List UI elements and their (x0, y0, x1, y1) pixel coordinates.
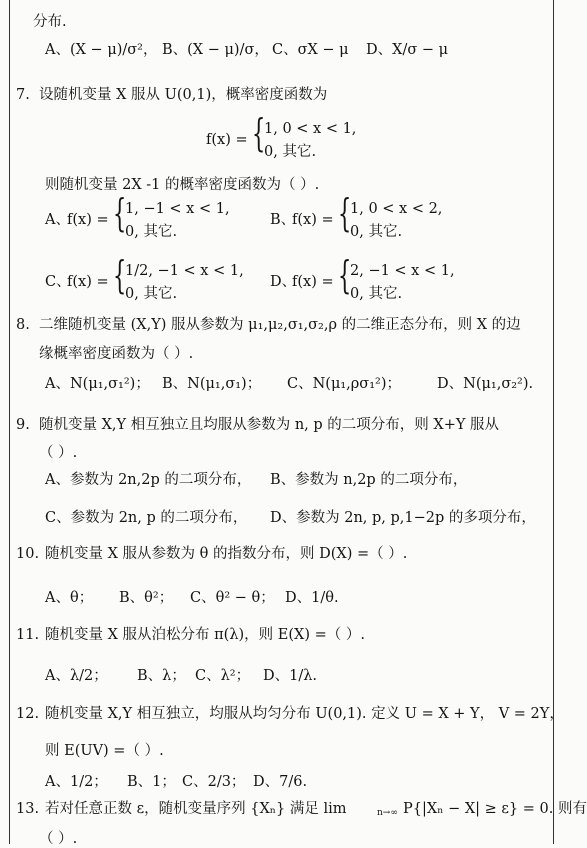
q8-option-c: C、N(μ₁,ρσ₁²)； (287, 376, 401, 392)
q12-option-d: D、7/6. (253, 774, 308, 790)
q13-number: 13. (16, 801, 40, 817)
q7-option-a-label: A、 (45, 212, 70, 228)
q7-option-b-case1: 1, 0 < x < 2, (350, 201, 443, 217)
q11-stem: 随机变量 X 服从泊松分布 π(λ)，则 E(X) =（ ）. (45, 627, 365, 643)
q8-option-b: B、N(μ₁,σ₁)； (162, 376, 262, 392)
q6-option-a: A、(X − μ)/σ²， (45, 42, 158, 58)
q7-option-d-lhs: f(x) = (292, 274, 334, 290)
q13-line1-continued: P{|Xₙ − X| ≥ ε} = 0. 则有 (403, 801, 587, 817)
q7-case2: 0, 其它. (264, 144, 317, 160)
q11-option-d: D、1/λ. (263, 668, 318, 684)
q8-option-a: A、N(μ₁,σ₁²)； (45, 376, 150, 392)
q8-number: 8. (16, 317, 30, 333)
q11-option-c: C、λ²； (195, 668, 251, 684)
q10-option-d: D、1/θ. (285, 590, 339, 606)
q7-sub-question: 则随机变量 2X -1 的概率密度函数为（ ）. (45, 177, 320, 193)
q7-option-a-brace: { (113, 191, 127, 235)
q7-option-b-label: B、 (270, 212, 296, 228)
q7-option-d-label: D、 (270, 274, 297, 290)
q7-option-c-case1: 1/2, −1 < x < 1, (125, 263, 244, 279)
q7-option-c-lhs: f(x) = (67, 274, 109, 290)
q7-option-b-brace: { (338, 191, 352, 235)
q7-case1: 1, 0 < x < 1, (264, 121, 357, 137)
q7-option-c-brace: { (113, 253, 127, 297)
q7-f-lhs: f(x) = (206, 132, 248, 148)
q12-option-c: C、2/3； (182, 774, 246, 790)
q10-option-a: A、θ； (45, 590, 94, 606)
q8-option-d: D、N(μ₁,σ₂²). (437, 376, 534, 392)
q12-option-a: A、1/2； (45, 774, 108, 790)
q13-lim-subscript: n→∞ (377, 808, 398, 818)
q9-option-a: A、参数为 2n,2p 的二项分布， (45, 472, 252, 488)
q10-option-b: B、θ²； (119, 590, 174, 606)
q9-option-c: C、参数为 2n, p 的二项分布， (45, 510, 248, 526)
q12-number: 12. (16, 706, 40, 722)
q7-option-d-case1: 2, −1 < x < 1, (350, 263, 455, 279)
q7-option-a-case1: 1, −1 < x < 1, (125, 201, 230, 217)
q8-line2: 缘概率密度函数为（ ）. (39, 346, 194, 362)
q7-option-a-lhs: f(x) = (67, 212, 109, 228)
q9-number: 9. (16, 417, 30, 433)
q9-option-b: B、参数为 n,2p 的二项分布， (270, 472, 468, 488)
q8-line1: 二维随机变量 (X,Y) 服从参数为 μ₁,μ₂,σ₁,σ₂,ρ 的二维正态分布，则 X 的边 (39, 317, 521, 333)
q7-option-c-case2: 0, 其它. (125, 286, 178, 302)
q7-option-c-label: C、 (45, 274, 71, 290)
q12-line2: 则 E(UV) =（ ）. (45, 743, 164, 759)
q12-option-b: B、1； (127, 774, 176, 790)
q6-continuation: 分布. (33, 14, 67, 30)
q11-option-b: B、λ； (137, 668, 186, 684)
q7-option-d-brace: { (338, 253, 352, 297)
q7-number: 7. (16, 87, 30, 103)
q11-number: 11. (16, 627, 40, 643)
q9-line1: 随机变量 X,Y 相互独立且均服从参数为 n, p 的二项分布，则 X+Y 服从 (39, 417, 500, 433)
q10-stem: 随机变量 X 服从参数为 θ 的指数分布，则 D(X) =（ ）. (45, 546, 408, 562)
q7-option-d-case2: 0, 其它. (350, 286, 403, 302)
q9-line2: （ ）. (39, 445, 78, 461)
q9-option-d: D、参数为 2n, p, p,1−2p 的多项分布， (270, 510, 536, 526)
q10-option-c: C、θ² − θ； (190, 590, 275, 606)
q11-option-a: A、λ/2； (45, 668, 108, 684)
q7-option-a-case2: 0, 其它. (125, 224, 178, 240)
q13-line2: （ ）. (39, 831, 78, 847)
q13-line1: 若对任意正数 ε，随机变量序列 {Xₙ} 满足 lim (45, 801, 347, 817)
q7-brace: { (252, 111, 266, 155)
q7-stem: 设随机变量 X 服从 U(0,1)，概率密度函数为 (39, 87, 328, 103)
q6-option-b: B、(X − μ)/σ， (162, 42, 269, 58)
q7-option-b-case2: 0, 其它. (350, 224, 403, 240)
q12-line1: 随机变量 X,Y 相互独立，均服从均匀分布 U(0,1). 定义 U = X + Y， V = 2Y， (45, 706, 564, 722)
q6-option-c: C、σX − μ (272, 42, 349, 58)
q6-option-d: D、X/σ − μ (366, 42, 449, 58)
q10-number: 10. (16, 546, 40, 562)
q7-option-b-lhs: f(x) = (292, 212, 334, 228)
